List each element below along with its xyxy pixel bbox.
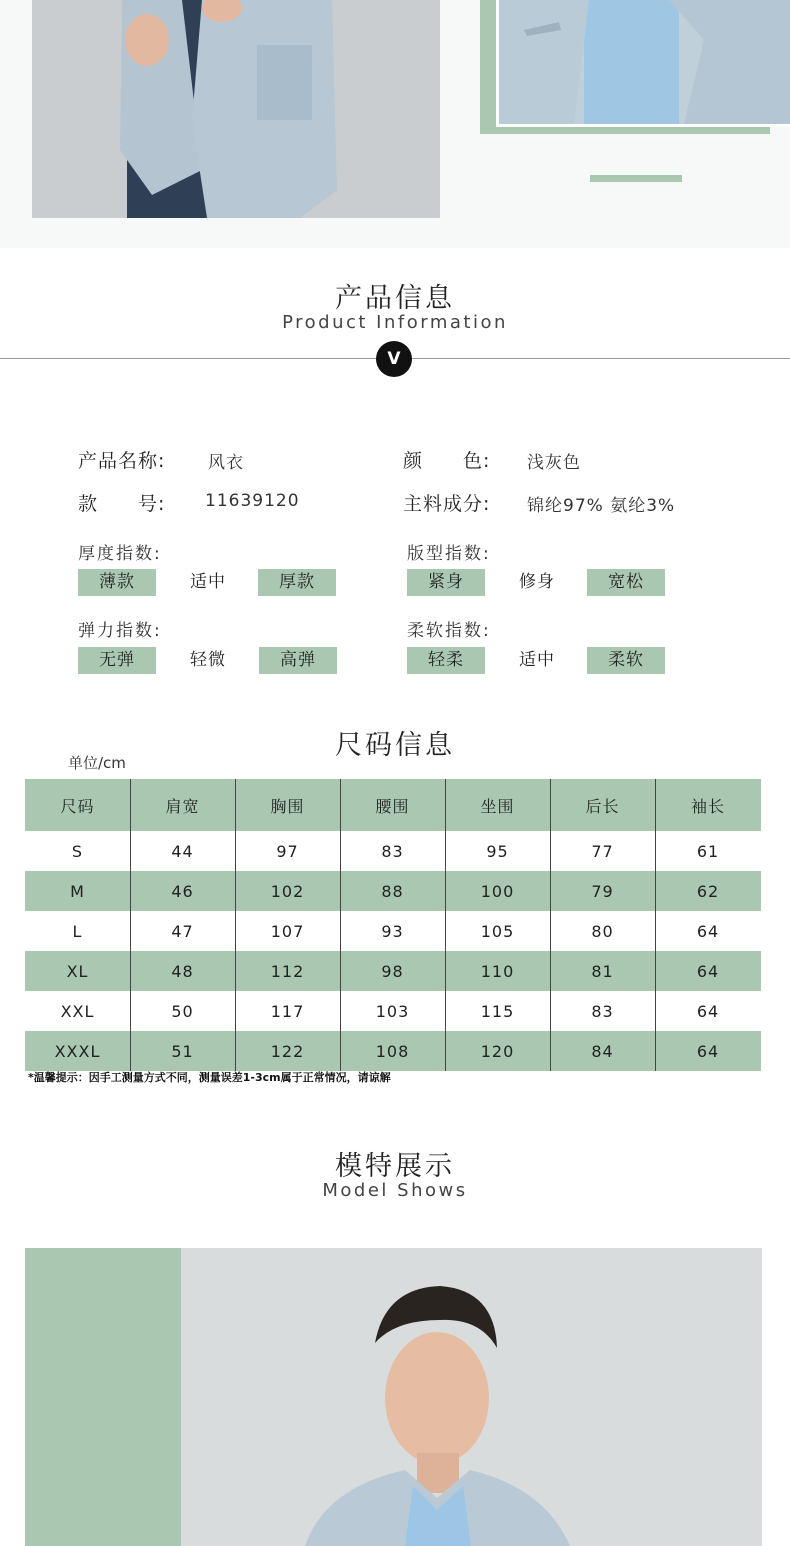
- size-info-title: 尺码信息: [335, 730, 455, 761]
- size-table-header-cell: 肩宽: [165, 796, 200, 816]
- table-cell: L: [72, 921, 83, 941]
- table-cell: 46: [171, 881, 194, 901]
- softness-index-label: 柔软指数:: [407, 621, 491, 641]
- table-cell: 97: [276, 841, 299, 861]
- table-cell: 83: [381, 841, 404, 861]
- size-table-header-cell: 胸围: [270, 796, 305, 816]
- thickness-option-thick: 厚款: [258, 569, 336, 596]
- column-divider: [235, 779, 236, 1071]
- product-name-label: 产品名称:: [78, 450, 166, 472]
- table-cell: 100: [480, 881, 515, 901]
- model-section-subtitle: Model Shows: [322, 1180, 468, 1201]
- size-table-header-row: [25, 779, 761, 831]
- coat-photo-left: [32, 0, 440, 218]
- elasticity-option-high: 高弹: [259, 647, 337, 674]
- product-info-subtitle: Product Information: [282, 312, 508, 333]
- table-cell: 77: [591, 841, 614, 861]
- coat-detail-illustration: [499, 0, 790, 124]
- table-cell: 81: [591, 961, 614, 981]
- table-cell: 103: [375, 1001, 410, 1021]
- table-cell: 95: [486, 841, 509, 861]
- table-row: [25, 871, 761, 911]
- table-cell: 102: [270, 881, 305, 901]
- color-value: 浅灰色: [527, 453, 581, 473]
- table-cell: 112: [270, 961, 305, 981]
- softness-option-light: 轻柔: [407, 647, 485, 674]
- table-cell: 80: [591, 921, 614, 941]
- table-cell: 62: [696, 881, 720, 901]
- table-cell: 50: [171, 1001, 194, 1021]
- softness-option-soft: 柔软: [587, 647, 665, 674]
- table-cell: 98: [381, 961, 404, 981]
- table-cell: 84: [591, 1041, 614, 1061]
- style-number-label: 款 号:: [78, 493, 166, 515]
- fit-option-tight: 紧身: [407, 569, 485, 596]
- table-cell: 79: [591, 881, 614, 901]
- thickness-index-label: 厚度指数:: [78, 544, 162, 564]
- table-cell: 93: [381, 921, 404, 941]
- elasticity-index-label: 弹力指数:: [78, 621, 162, 641]
- size-table-header-cell: 坐围: [480, 796, 515, 816]
- decorative-green-bar: [590, 175, 682, 182]
- fit-index-label: 版型指数:: [407, 544, 491, 564]
- column-divider: [130, 779, 131, 1071]
- table-cell: 120: [480, 1041, 515, 1061]
- table-cell: S: [71, 841, 84, 861]
- product-name-value: 风衣: [208, 453, 244, 473]
- table-cell: 64: [696, 1001, 720, 1021]
- fit-option-loose: 宽松: [587, 569, 665, 596]
- model-section-title: 模特展示: [335, 1151, 455, 1182]
- table-cell: 107: [270, 921, 305, 941]
- softness-option-medium: 适中: [519, 650, 555, 670]
- size-table-header-cell: 尺码: [60, 796, 95, 816]
- table-cell: 64: [696, 921, 720, 941]
- table-cell: 61: [696, 841, 720, 861]
- table-cell: 122: [270, 1041, 305, 1061]
- table-cell: 44: [171, 841, 194, 861]
- style-number-value: 11639120: [205, 491, 300, 511]
- size-table-header-cell: 袖长: [690, 796, 725, 816]
- table-cell: 83: [591, 1001, 614, 1021]
- column-divider: [550, 779, 551, 1071]
- table-cell: M: [70, 881, 85, 901]
- material-value: 锦纶97% 氨纶3%: [527, 496, 676, 516]
- table-cell: 108: [375, 1041, 410, 1061]
- table-cell: 105: [480, 921, 515, 941]
- column-divider: [655, 779, 656, 1071]
- size-table-header-cell: 后长: [585, 796, 620, 816]
- table-cell: 88: [381, 881, 404, 901]
- fit-option-slim: 修身: [519, 572, 555, 592]
- table-cell: 115: [480, 1001, 515, 1021]
- size-unit-label: 单位/cm: [68, 754, 126, 772]
- table-cell: 110: [480, 961, 515, 981]
- table-cell: 64: [696, 1041, 720, 1061]
- column-divider: [445, 779, 446, 1071]
- elasticity-option-none: 无弹: [78, 647, 156, 674]
- size-table-header-cell: 腰围: [375, 796, 410, 816]
- table-cell: 48: [171, 961, 194, 981]
- coat-detail-photo: [496, 0, 790, 127]
- table-row: [25, 951, 761, 991]
- table-cell: 47: [171, 921, 194, 941]
- table-row: [25, 831, 761, 871]
- table-cell: 51: [171, 1041, 194, 1061]
- table-cell: 64: [696, 961, 720, 981]
- table-cell: 117: [270, 1001, 305, 1021]
- material-label: 主料成分:: [403, 493, 491, 515]
- table-cell: XL: [66, 961, 89, 981]
- measurement-note: *温馨提示：因手工测量方式不同，测量误差1-3cm属于正常情况，请谅解: [28, 1071, 391, 1084]
- product-info-title: 产品信息: [335, 283, 455, 314]
- table-row: [25, 1031, 761, 1071]
- color-label: 颜 色:: [403, 450, 491, 472]
- thickness-option-thin: 薄款: [78, 569, 156, 596]
- v-badge-icon: V: [376, 341, 412, 377]
- column-divider: [340, 779, 341, 1071]
- thickness-option-medium: 适中: [190, 572, 226, 592]
- model-panel-green-block: [25, 1248, 181, 1546]
- table-cell: XXL: [60, 1001, 95, 1021]
- coat-photo-left-illustration: [32, 0, 440, 218]
- table-row: [25, 911, 761, 951]
- table-cell: XXXL: [54, 1041, 101, 1061]
- table-row: [25, 991, 761, 1031]
- elasticity-option-slight: 轻微: [190, 650, 226, 670]
